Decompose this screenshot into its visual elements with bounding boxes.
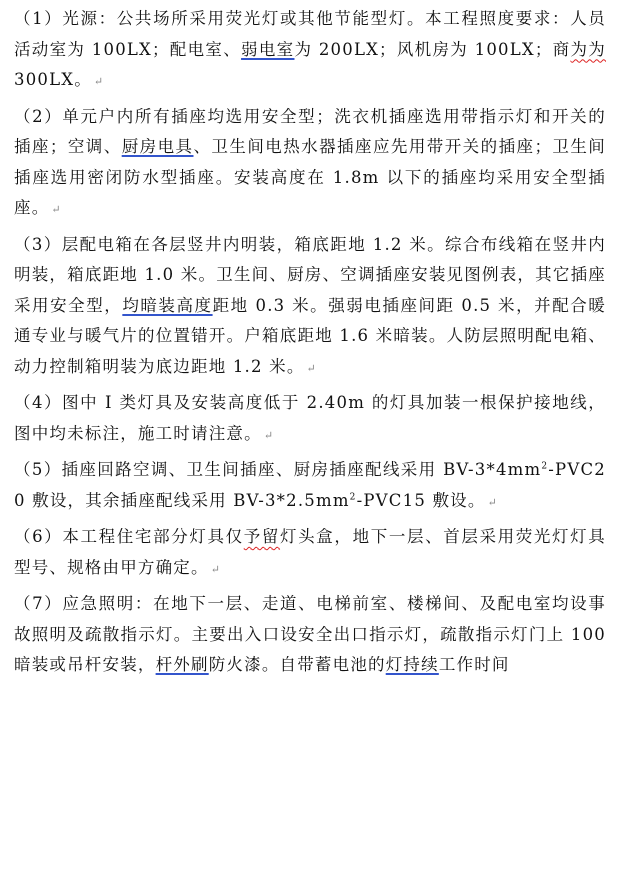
paragraph-1 — [14, 4, 606, 98]
text-run: 、卫生间电热水器插座应先用带开关的插座；卫生间插座选用密闭防水型插座。安装高度在 1.8m 以下的插座均采用安全型插座。 — [14, 137, 606, 217]
superscript: 2 — [541, 461, 549, 472]
underlined-text: 厨房电具 — [121, 137, 194, 156]
underlined-text: 均暗装高度 — [122, 295, 213, 315]
paragraph-7 — [14, 589, 606, 681]
paragraph-4 — [14, 388, 606, 451]
text-run: （5）插座回路空调、卫生间插座、厨房插座配线采用 BV-3*4mm — [14, 460, 542, 479]
document-page — [14, 4, 606, 685]
underlined-text: 弱电室 — [241, 39, 295, 59]
text-run: 300LX。 — [14, 70, 92, 89]
text-run: （6）本工程住宅部分灯具仅 — [14, 527, 244, 546]
text-run: 防火漆。自带蓄电池的 — [208, 655, 386, 674]
spelling-flagged-text: 予留 — [243, 527, 281, 546]
text-run: （7）应急照明：在地下一层、走道、电梯前室、楼梯间、及配电室均设事故照明及疏散指示灯。主要出入口设安全出口指示灯，疏散指示灯门上 100 暗装或吊杆安装， — [14, 594, 606, 674]
superscript: 2 — [349, 492, 357, 502]
paragraph-mark-icon: ↵ — [51, 203, 61, 216]
underlined-text: 杆外刷 — [155, 655, 209, 674]
text-run: 灯头盒，地下一层、首层采用荧光灯灯具型号、规格由甲方确定。 — [14, 527, 607, 577]
paragraph-mark-icon: ↵ — [487, 495, 497, 509]
paragraph-mark-icon: ↵ — [210, 562, 220, 576]
text-run: （3）层配电箱在各层竖井内明装，箱底距地 1.2 米。综合布线箱在竖井内明装，箱底距地 1.0 米。卫生间、厨房、空调插座安装见图例表，其它插座采用安全型， — [14, 234, 606, 315]
text-run: （4）图中 I 类灯具及安装高度低于 2.40m 的灯具加装一根保护接地线，图中均未标注，施工时请注意。 — [14, 393, 606, 443]
text-run: 距地 0.3 米。强弱电插座间距 0.5 米，并配合暖通专业与暖气片的位置错开。户箱底距地 1.6 米暗装。人防层照明配电箱、动力控制箱明装为底边距地 1.2 米。 — [14, 295, 607, 376]
underlined-text: 灯持续 — [385, 655, 439, 674]
paragraph-2 — [14, 102, 606, 226]
spelling-flagged-text: 为为 — [570, 39, 606, 59]
paragraph-mark-icon: ↵ — [263, 428, 274, 442]
text-run: -PVC15 敷设。 — [356, 490, 486, 510]
paragraph-mark-icon: ↵ — [306, 361, 316, 375]
paragraph-3 — [14, 230, 606, 385]
text-run: -PVC20 敷设，其余插座配线采用 BV-3*2.5mm — [14, 460, 606, 510]
text-run: 为 200LX；风机房为 100LX；商 — [294, 39, 571, 59]
paragraph-mark-icon: ↵ — [93, 75, 104, 88]
text-run: （1）光源：公共场所采用荧光灯或其他节能型灯。本工程照度要求：人员活动室为 100LX；配电室、 — [14, 9, 606, 59]
text-run: （2）单元户内所有插座均选用安全型；洗衣机插座选用带指示灯和开关的插座；空调、 — [14, 106, 606, 156]
text-run: 工作时间 — [438, 655, 510, 674]
paragraph-6 — [14, 522, 606, 585]
paragraph-5 — [14, 455, 606, 518]
